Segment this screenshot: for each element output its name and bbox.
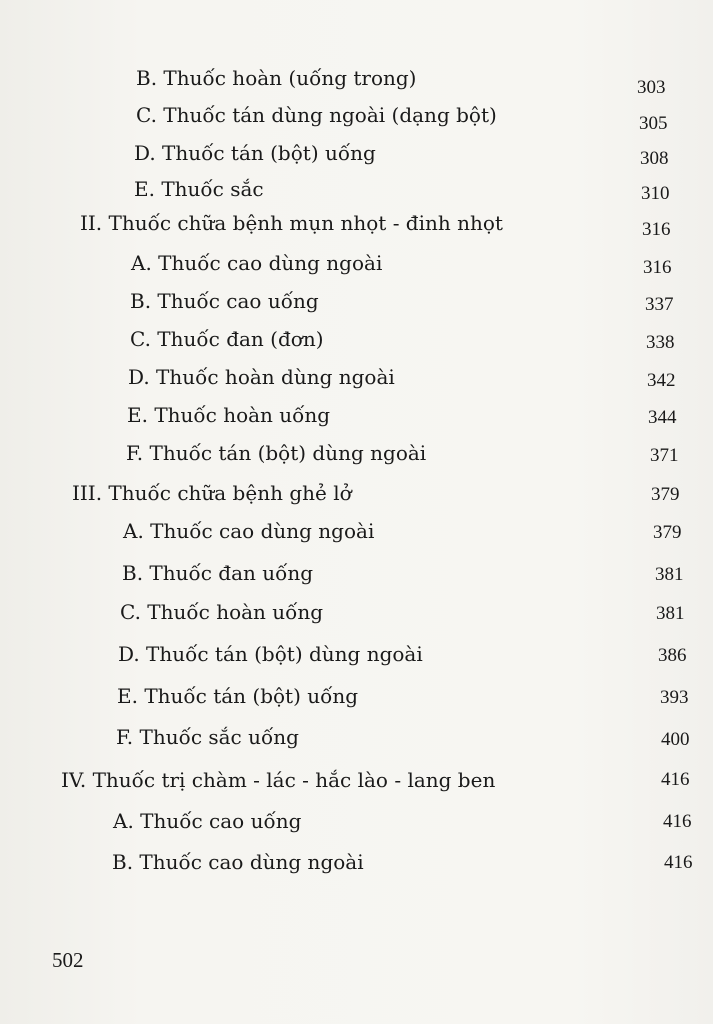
toc-entry [0, 403, 713, 427]
toc-entry-title: C. Thuốc đan (đơn) [130, 327, 324, 351]
toc-entry-title: E. Thuốc hoàn uống [127, 403, 331, 427]
toc-entry [0, 519, 713, 543]
toc-entry-title: E. Thuốc tán (bột) uống [117, 684, 359, 708]
toc-entry-page: 379 [651, 484, 680, 505]
toc-entry-page: 344 [648, 407, 677, 428]
toc-entry [0, 850, 713, 874]
toc-entry-page: 305 [639, 113, 668, 134]
toc-entry-page: 381 [655, 564, 684, 585]
toc-entry-title: B. Thuốc hoàn (uống trong) [136, 66, 417, 90]
toc-entry-page: 308 [640, 148, 669, 169]
toc-entry-page: 316 [643, 257, 672, 278]
toc-entry [0, 642, 713, 666]
toc-entry-page: 416 [663, 811, 692, 832]
toc-entry [0, 141, 713, 169]
toc-entry [0, 211, 713, 240]
toc-entry-page: 416 [664, 852, 693, 873]
toc-entry-title: IV. Thuốc trị chàm - lác - hắc lào - lang ben [61, 768, 496, 792]
toc-entry [0, 289, 713, 313]
toc-entry [0, 600, 713, 624]
toc-entry-title: D. Thuốc tán (bột) dùng ngoài [118, 642, 423, 666]
toc-entry-title: II. Thuốc chữa bệnh mụn nhọt - đinh nhọt [80, 211, 503, 235]
toc-entry-page: 416 [661, 769, 690, 790]
toc-entry-title: F. Thuốc sắc uống [116, 725, 299, 749]
toc-entry-title: D. Thuốc hoàn dùng ngoài [128, 365, 395, 389]
toc-entry-page: 371 [650, 445, 679, 466]
toc-entry-page: 379 [653, 522, 682, 543]
toc-entry-title: E. Thuốc sắc [134, 177, 264, 201]
toc-entry [0, 177, 713, 204]
toc-entry-title: A. Thuốc cao dùng ngoài [123, 519, 375, 543]
toc-entry-page: 400 [661, 729, 690, 750]
toc-entry [0, 66, 713, 98]
toc-entry-page: 310 [641, 183, 670, 204]
toc-entry-title: C. Thuốc tán dùng ngoài (dạng bột) [136, 103, 497, 127]
toc-entry [0, 725, 713, 749]
toc-entry-title: B. Thuốc đan uống [122, 561, 314, 585]
toc-entry-page: 303 [637, 77, 666, 98]
toc-entry-title: D. Thuốc tán (bột) uống [134, 141, 376, 165]
toc-entry [0, 441, 713, 465]
toc-entry-title: A. Thuốc cao dùng ngoài [131, 251, 383, 275]
toc-entry-title: III. Thuốc chữa bệnh ghẻ lở [72, 481, 352, 505]
toc-entry-page: 337 [645, 294, 674, 315]
toc-entry [0, 365, 713, 389]
toc-entry-page: 381 [656, 603, 685, 624]
toc-entry-page: 338 [646, 332, 675, 353]
toc-entry [0, 481, 713, 505]
toc-entry [0, 561, 713, 585]
toc-entry-title: A. Thuốc cao uống [113, 809, 302, 833]
toc-entry-title: C. Thuốc hoàn uống [120, 600, 324, 624]
toc-entry-title: B. Thuốc cao dùng ngoài [112, 850, 364, 874]
toc-entry [0, 251, 713, 278]
page-number: 502 [52, 948, 84, 972]
toc-entry-page: 316 [642, 219, 671, 240]
toc-entry [0, 327, 713, 351]
toc-entry-page: 393 [660, 687, 689, 708]
toc-entry-title: B. Thuốc cao uống [130, 289, 319, 313]
toc-entry-page: 386 [658, 645, 687, 666]
toc-entry [0, 684, 713, 708]
toc-entry [0, 768, 713, 792]
toc-entry-page: 342 [647, 370, 676, 391]
toc-entry [0, 103, 713, 134]
toc-entry [0, 809, 713, 833]
toc-entry-title: F. Thuốc tán (bột) dùng ngoài [126, 441, 427, 465]
